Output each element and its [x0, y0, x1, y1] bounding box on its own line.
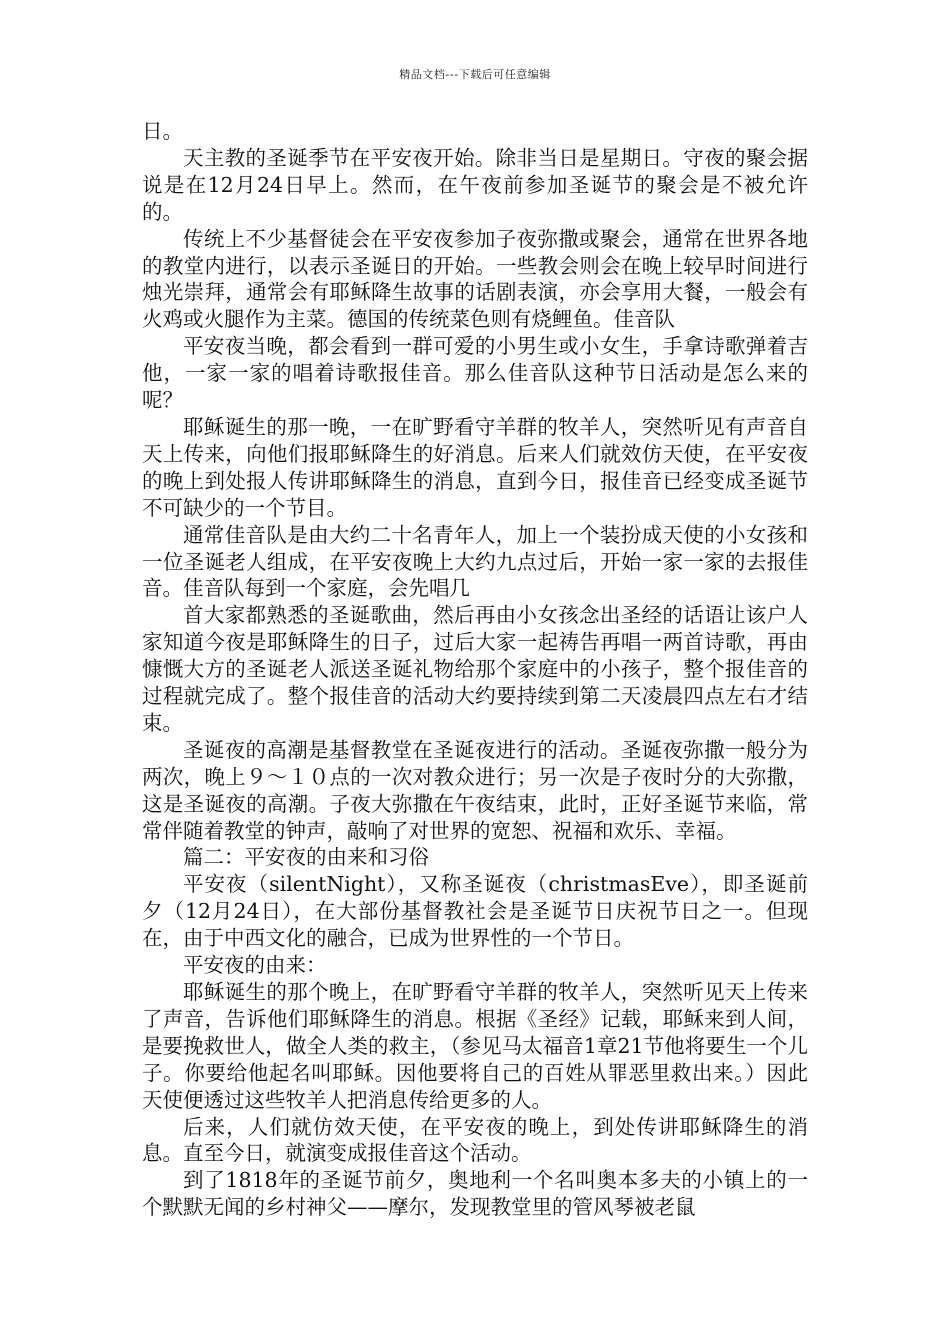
paragraph: 耶稣诞生的那一晚，一在旷野看守羊群的牧羊人，突然听见有声音自天上传来，向他们报耶稣降生的好消息。后来人们就效仿天使，在平安夜的晚上到处报人传讲耶稣降生的消息，直到今日，报佳音已经变成圣诞节不可缺少的一个节目。 [142, 414, 808, 520]
paragraph: 通常佳音队是由大约二十名青年人，加上一个装扮成天使的小女孩和一位圣诞老人组成，在平安夜晚上大约九点过后，开始一家一家的去报佳音。佳音队每到一个家庭，会先唱几 [142, 522, 808, 601]
section-heading: 篇二：平安夜的由来和习俗 [183, 845, 429, 870]
paragraph: 圣诞夜的高潮是基督教堂在圣诞夜进行的活动。圣诞夜弥撒一般分为两次，晚上９～１０点的一次对教众进行；另一次是子夜时分的大弥撒，这是圣诞夜的高潮。子夜大弥撒在午夜结束，此时，正好圣诞节来临，常常伴随着教堂的钟声，敲响了对世界的宽恕、祝福和欢乐、幸福。 [142, 737, 808, 843]
paragraph: 耶稣诞生的那个晚上，在旷野看守羊群的牧羊人，突然听见天上传来了声音，告诉他们耶稣降生的消息。根据《圣经》记载，耶稣来到人间，是要挽救世人，做全人类的救主，（参见马太福音1章21节他将要生一个儿子。你要给他起名叫耶稣。因他要将自己的百姓从罪恶里救出来。）因此天使便透过这些牧羊人把消息传给更多的人。 [142, 980, 808, 1112]
paragraph: 到了1818年的圣诞节前夕，奥地利一个名叫奥本多夫的小镇上的一个默默无闻的乡村神父——摩尔，发现教堂里的管风琴被老鼠 [142, 1168, 808, 1220]
paragraph: 后来，人们就仿效天使，在平安夜的晚上，到处传讲耶稣降生的消息。直至今日，就演变成报佳音这个活动。 [142, 1114, 808, 1166]
subheading: 平安夜的由来： [183, 953, 327, 978]
document-body [142, 118, 808, 1221]
page-header: 精品文档---下载后可任意编辑 [399, 68, 551, 81]
paragraph: 平安夜当晚，都会看到一群可爱的小男生或小女生，手拿诗歌弹着吉他，一家一家的唱着诗歌报佳音。那么佳音队这种节日活动是怎么来的呢？ [142, 334, 808, 413]
paragraph: 日。 [142, 119, 183, 143]
paragraph: 传统上不少基督徒会在平安夜参加子夜弥撒或聚会，通常在世界各地的教堂内进行，以表示圣诞日的开始。一些教会则会在晚上较早时间进行烛光崇拜，通常会有耶稣降生故事的话剧表演，亦会享用大餐，一般会有火鸡或火腿作为主菜。德国的传统菜色则有烧鲤鱼。佳音队 [142, 226, 808, 332]
paragraph: 平安夜（silentNight），又称圣诞夜（christmasEve），即圣诞前夕（12月24日），在大部份基督教社会是圣诞节日庆祝节日之一。但现在，由于中西文化的融合，已成为世界性的一个节日。 [142, 872, 808, 951]
paragraph: 首大家都熟悉的圣诞歌曲，然后再由小女孩念出圣经的话语让该户人家知道今夜是耶稣降生的日子，过后大家一起祷告再唱一两首诗歌，再由慷慨大方的圣诞老人派送圣诞礼物给那个家庭中的小孩子，整个报佳音的过程就完成了。整个报佳音的活动大约要持续到第二天凌晨四点左右才结束。 [142, 603, 808, 735]
paragraph: 天主教的圣诞季节在平安夜开始。除非当日是星期日。守夜的聚会据说是在12月24日早上。然而，在午夜前参加圣诞节的聚会是不被允许的。 [142, 145, 808, 224]
